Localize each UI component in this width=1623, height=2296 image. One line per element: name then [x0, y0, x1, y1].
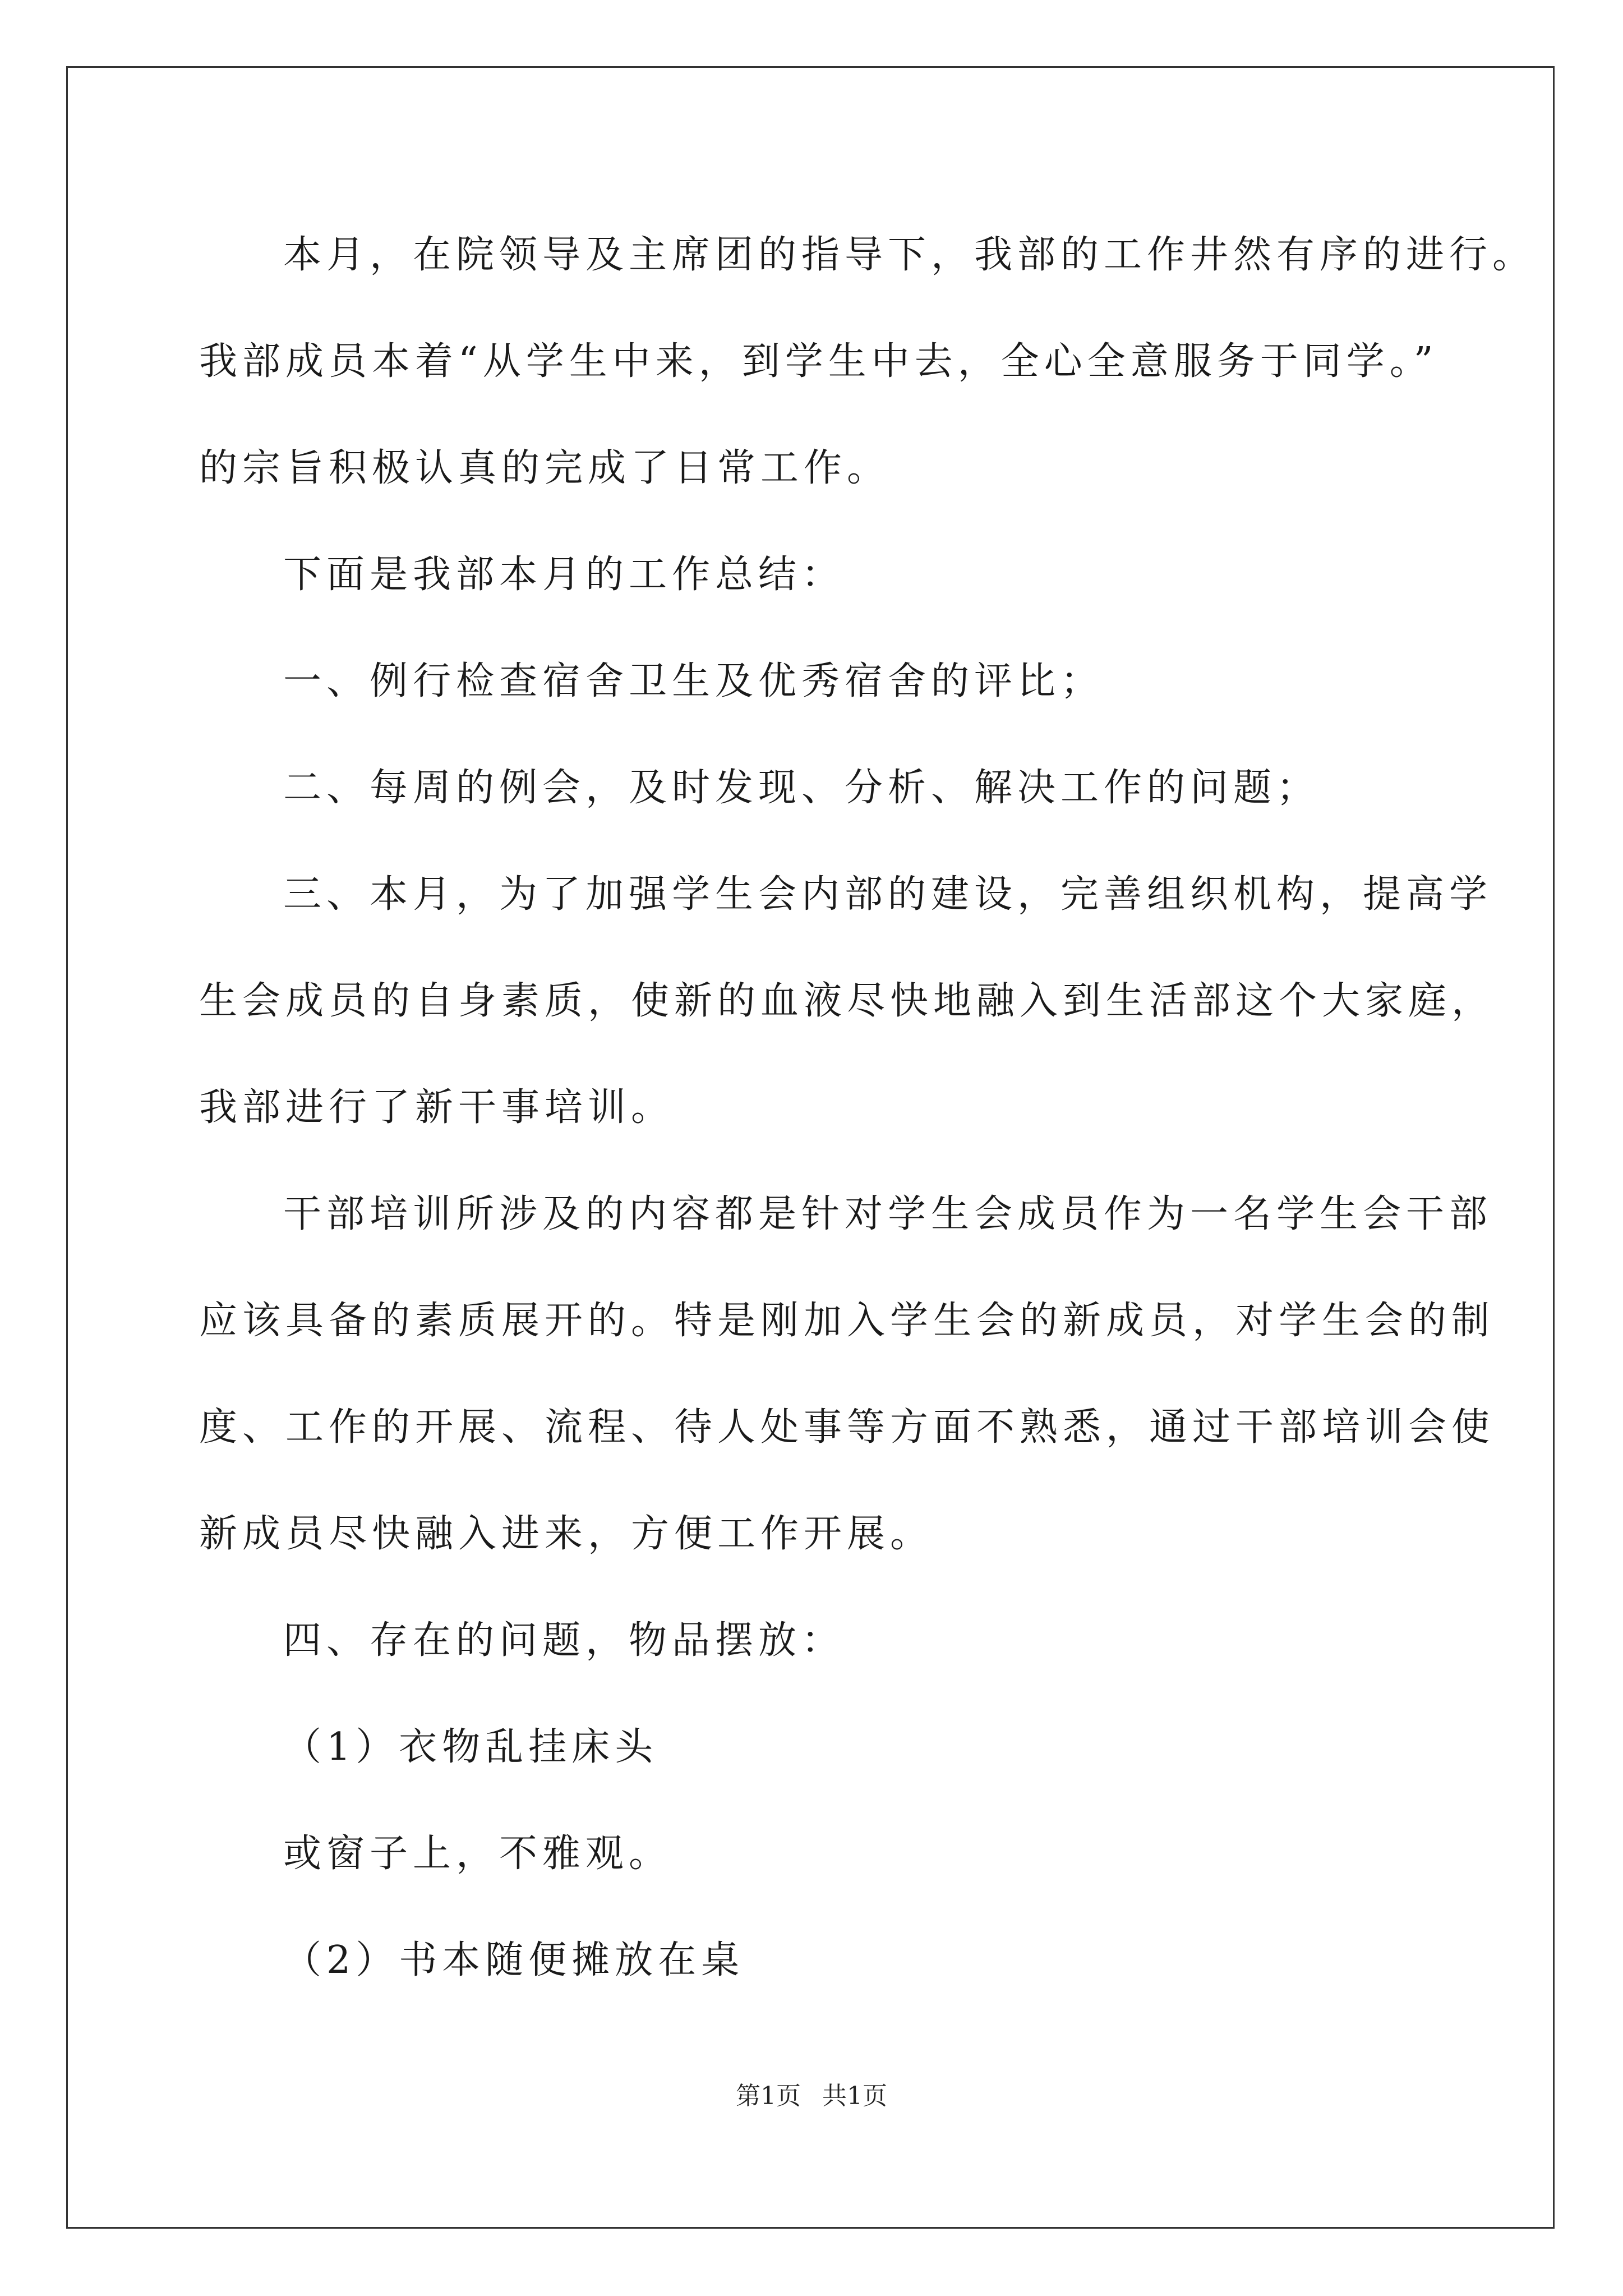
- paragraph-line: 我部进行了新干事培训。: [199, 1085, 675, 1130]
- paragraph-line: 或窗子上，不雅观。: [283, 1832, 672, 1876]
- list-item: 四、存在的问题，物品摆放：: [283, 1618, 845, 1663]
- document-body: [199, 202, 1536, 2014]
- paragraph-line: 的宗旨积极认真的完成了日常工作。: [199, 446, 891, 490]
- paragraph-line: 应该具备的素质展开的。特是刚加入学生会的新成员，对学生会的制: [199, 1299, 1495, 1343]
- page-total: 共1页: [822, 2082, 887, 2110]
- list-item: （1）衣物乱挂床头: [283, 1725, 658, 1769]
- list-item: 二、每周的例会，及时发现、分析、解决工作的问题；: [283, 766, 1320, 810]
- paragraph-line: 度、工作的开展、流程、待人处事等方面不熟悉，通过干部培训会使: [199, 1405, 1495, 1450]
- list-item: （2）书本随便摊放在桌: [283, 1938, 745, 1982]
- paragraph-line: 下面是我部本月的工作总结：: [283, 553, 845, 597]
- paragraph-line: 我部成员本着“从学生中来，到学生中去，全心全意服务于同学。”: [199, 339, 1438, 384]
- paragraph-line: 新成员尽快融入进来，方便工作开展。: [199, 1512, 934, 1556]
- paragraph-line: 干部培训所涉及的内容都是针对学生会成员作为一名学生会干部: [283, 1192, 1493, 1236]
- list-item: 三、本月，为了加强学生会内部的建设，完善组织机构，提高学: [283, 872, 1493, 917]
- paragraph-line: 本月，在院领导及主席团的指导下，我部的工作井然有序的进行。: [283, 233, 1536, 277]
- page-footer: [0, 2076, 1623, 2111]
- page-number: 第1页: [736, 2082, 801, 2110]
- list-item: 一、例行检查宿舍卫生及优秀宿舍的评比；: [283, 659, 1104, 703]
- paragraph-line: 生会成员的自身素质，使新的血液尽快地融入到生活部这个大家庭，: [199, 979, 1495, 1023]
